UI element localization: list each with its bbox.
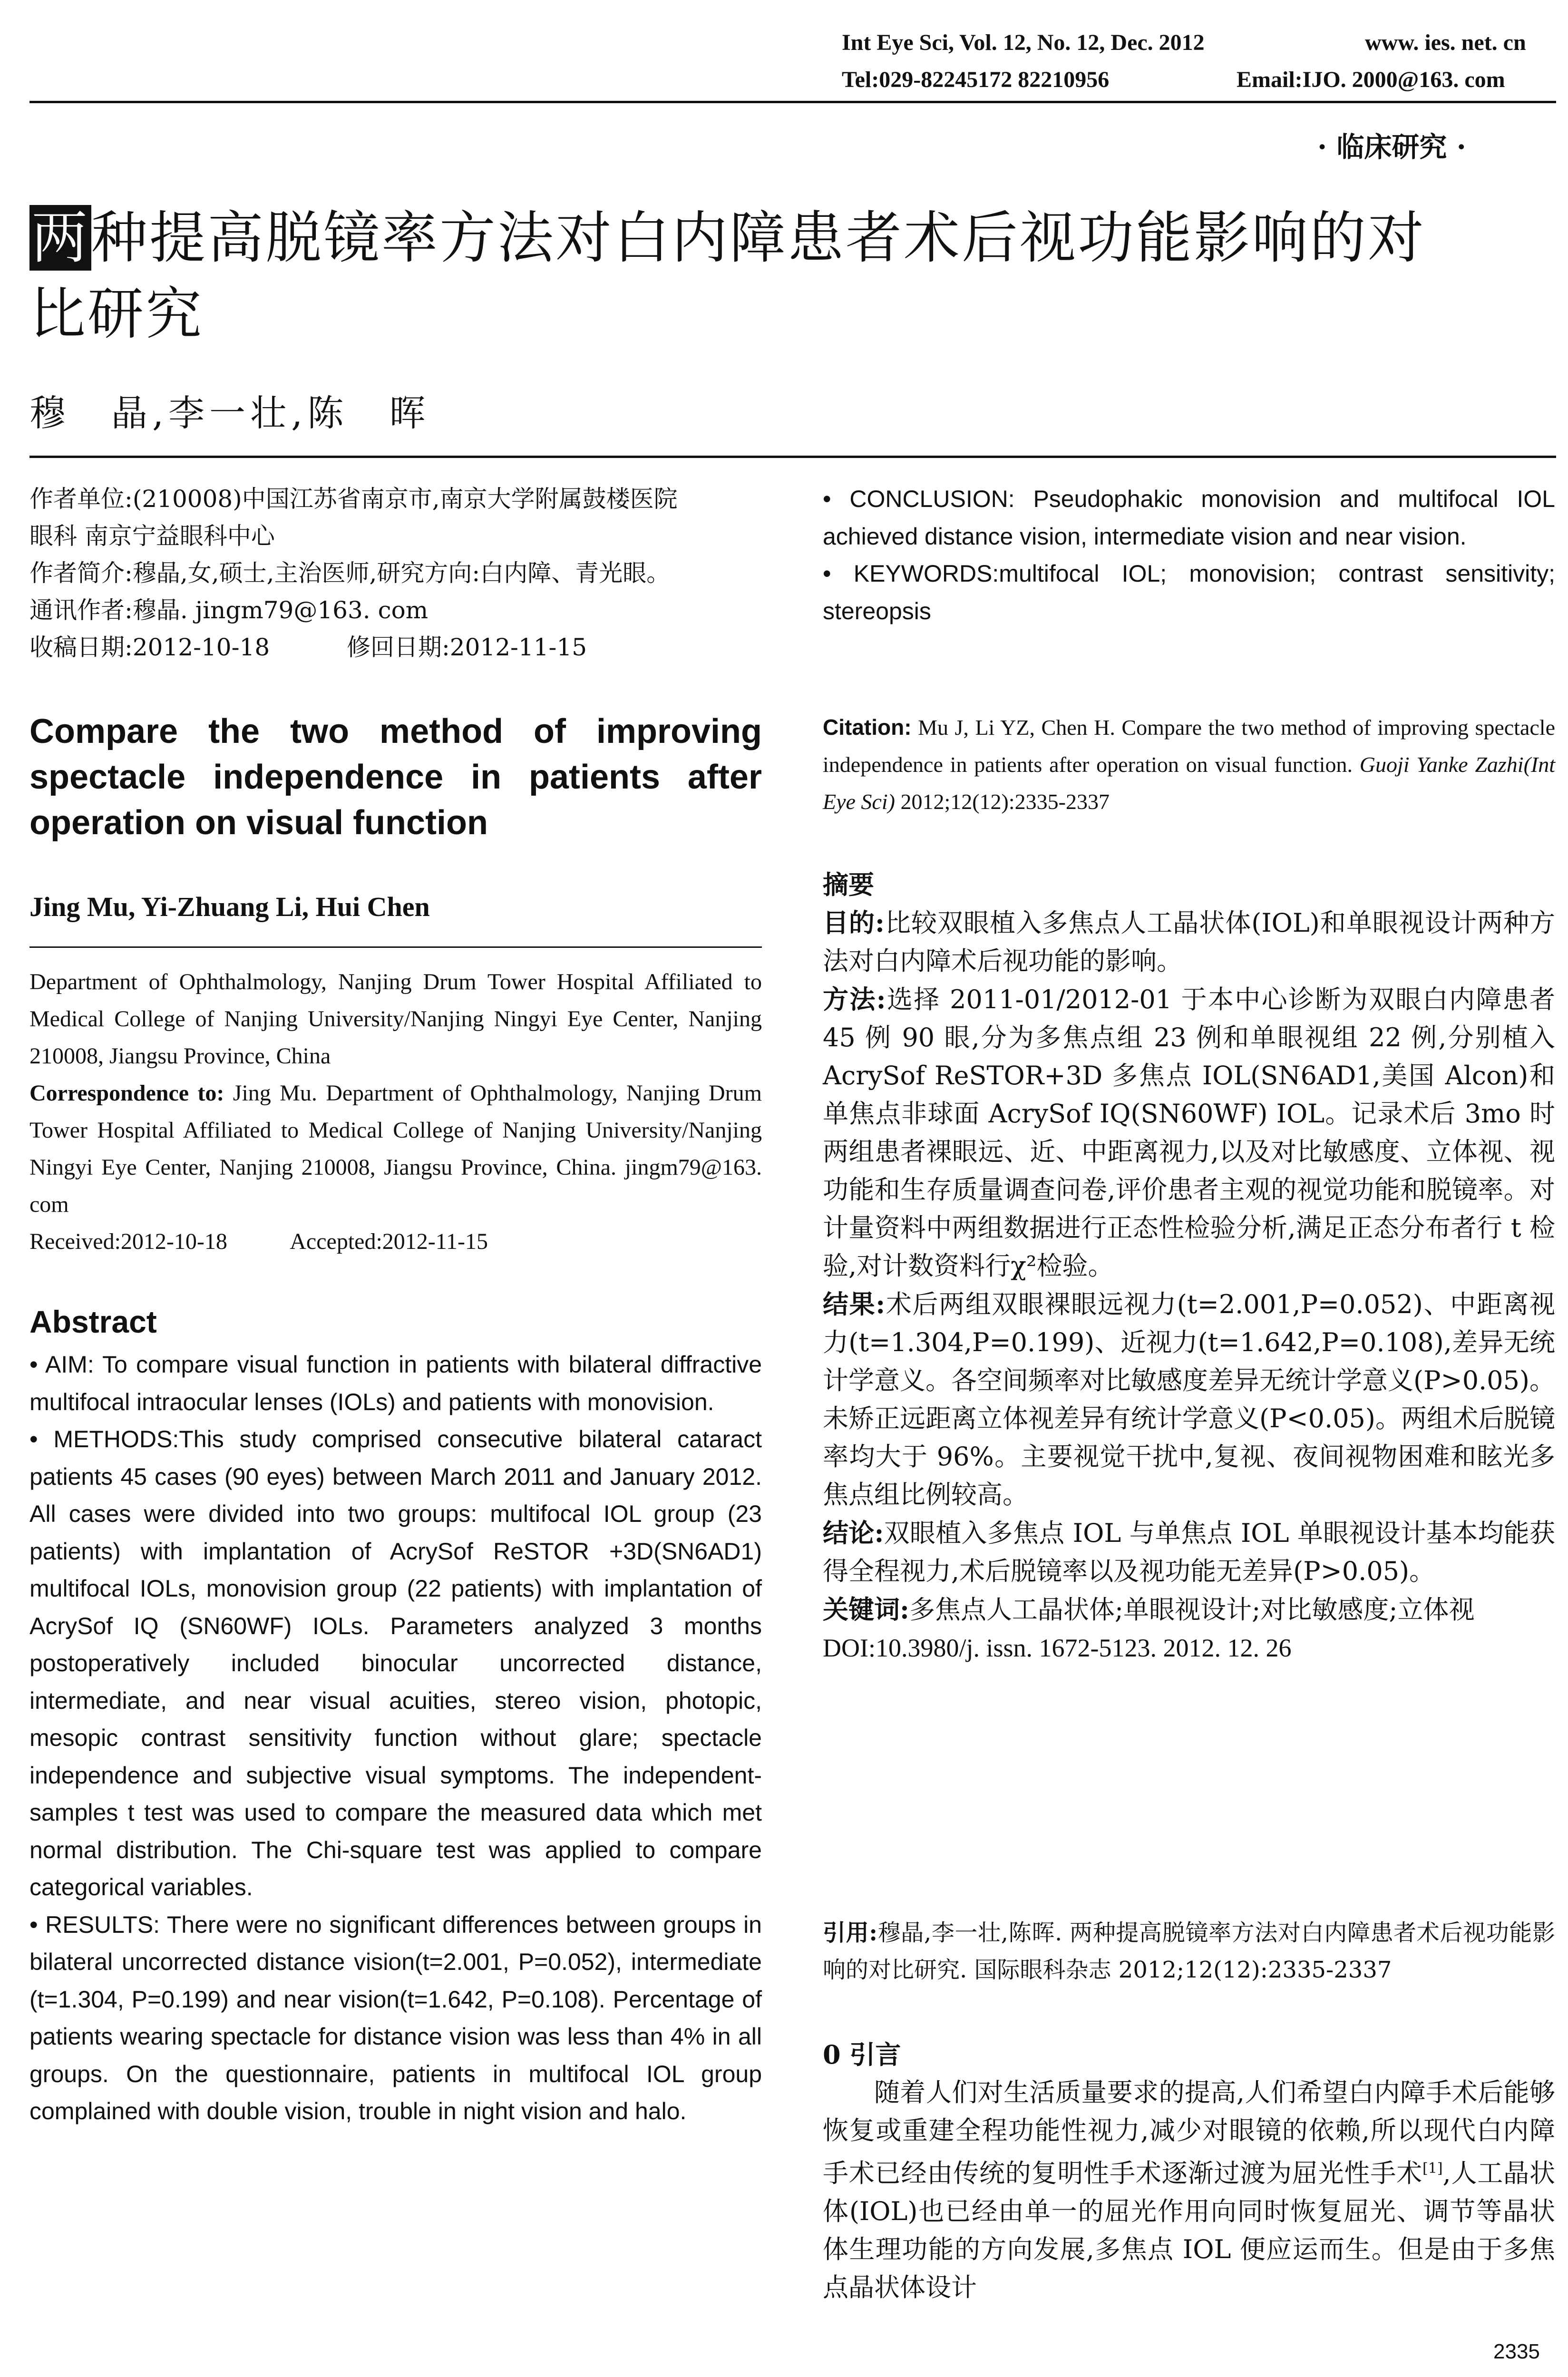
cn-methods-text: 选择 2011-01/2012-01 于本中心诊断为双眼白内障患者 45 例 90 眼,分为多焦点组 23 例和单眼视组 22 例,分别植入 AcrySof ReSTOR+3D 多焦点 IOL(SN6AD1,美国 Alcon)和单焦点非球面 AcrySof IQ(SN60WF) IOL。记录术后 3mo 时两组患者裸眼远、近、中距离视力,以及对比敏感度、立体视、视功能和生存质量调查问卷,评价患者主观的视觉功能和脱镜率。对计量资料中两组数据进行正态性检验分析,满足正态分布者行 t 检验,对计数资料行χ²检验。 <box>823 984 1556 1281</box>
citation-details: 2012;12(12):2335-2337 <box>900 789 1110 814</box>
intro-text-2: ,人工晶状体(IOL)也已经由单一的屈光作用向同时恢复屈光、调节等晶状体生理功能的方向发展,多焦点 IOL 便应运而生。但是由于多焦点晶状体设计 <box>823 2158 1556 2302</box>
intro-text: 随着人们对生活质量要求的提高,人们希望白内障手术后能够恢复或重建全程功能性视力,减少对眼镜的依赖,所以现代白内障手术已经由传统的复明性手术逐渐过渡为屈光性手术 <box>823 2077 1555 2188</box>
cn-keywords-text: 多焦点人工晶状体;单眼视设计;对比敏感度;立体视 <box>909 1595 1475 1625</box>
journal-tel: Tel:029-82245172 82210956 <box>842 67 1110 92</box>
conclusion-label: • CONCLUSION: <box>823 486 1015 512</box>
methods-label: • METHODS: <box>29 1426 179 1452</box>
cn-keywords-label: 关键词: <box>823 1594 909 1625</box>
journal-website[interactable]: www. ies. net. cn <box>1365 30 1526 55</box>
author-unit: 作者单位:(210008)中国江苏省南京市,南京大学附属鼓楼医院 <box>29 485 678 513</box>
cn-methods-label: 方法: <box>823 984 886 1014</box>
citation-label: Citation: <box>823 715 912 740</box>
abstract-body <box>29 1346 762 2130</box>
abstract-cn-heading: 摘要 <box>823 869 874 900</box>
keywords-label: • KEYWORDS: <box>823 560 999 587</box>
header-rule <box>29 101 1556 103</box>
author-bio: 作者简介:穆晶,女,硕士,主治医师,研究方向:白内障、青光眼。 <box>29 559 671 587</box>
author-unit-2: 眼科 南京宁益眼科中心 <box>29 522 275 550</box>
cn-results-label: 结果: <box>823 1289 886 1319</box>
cn-aim-label: 目的: <box>823 907 885 938</box>
results-label: • RESULTS: <box>29 1911 160 1938</box>
cn-aim-text: 比较双眼植入多焦点人工晶状体(IOL)和单眼视设计两种方法对白内障术后视功能的影响。 <box>823 908 1556 976</box>
received-date: 收稿日期:2012-10-18 <box>29 633 270 661</box>
correspondence-text: Jing Mu. Department of Ophthalmology, Nanjing Drum Tower Hospital Affiliated to Medical College of Nanjing University/Nanjing Ningyi Eye Center, Nanjing 210008, Jiangsu Province, China. jingm79@163. com <box>29 1081 762 1217</box>
title-first-char: 两 <box>29 205 91 271</box>
intro-heading: 0 引言 <box>823 2039 901 2070</box>
authors-rule <box>29 946 762 948</box>
corresponding-author: 通讯作者:穆晶. jingm79@163. com <box>29 596 429 624</box>
en-accepted: Accepted:2012-11-15 <box>290 1229 488 1254</box>
citation-cn-text: 穆晶,李一壮,陈晖. 两种提高脱镜率方法对白内障患者术后视功能影响的对比研究. 国际眼科杂志 2012;12(12):2335-2337 <box>823 1919 1555 1983</box>
journal-info: Int Eye Sci, Vol. 12, No. 12, Dec. 2012 <box>842 30 1205 55</box>
methods-text: This study comprised consecutive bilateral cataract patients 45 cases (90 eyes) between March 2011 and January 2012. All cases were divided into two groups: multifocal IOL group (23 patients) with implantation of AcrySof ReSTOR +3D(SN6AD1) multifocal IOLs, monovision group (22 patients) with implantation of AcrySof IQ (SN60WF) IOLs. Parameters analyzed 3 months postoperatively included binocular uncorrected distance, intermediate, and near visual acuities, stereo vision, photopic, mesopic contrast sensitivity function without glare; spectacle independence and subjective visual symptoms. The independent-samples t test was used to compare the measured data which met normal distribution. The Chi-square test was applied to compare categorical variables. <box>29 1426 762 1900</box>
dates-line <box>29 629 762 666</box>
revised-date: 修回日期:2012-11-15 <box>346 633 587 661</box>
article-title <box>29 200 1561 352</box>
citation-cn <box>823 1914 1555 1988</box>
author-info-block <box>29 480 762 666</box>
journal-email[interactable]: Email:IJO. 2000@163. com <box>1237 67 1505 92</box>
citation-journal: Guoji Yanke Zazhi(Int Eye Sci) <box>823 752 1555 814</box>
keywords-text: multifocal IOL; monovision; contrast sensitivity; stereopsis <box>823 560 1555 624</box>
page-number: 2335 <box>1493 2340 1540 2363</box>
english-authors: Jing Mu, Yi-Zhuang Li, Hui Chen <box>29 891 430 922</box>
citation-cn-label: 引用: <box>823 1919 878 1946</box>
abstract-continued <box>823 480 1555 630</box>
department: Department of Ophthalmology, Nanjing Drum Tower Hospital Affiliated to Medical College of Nanjing University/Nanjing Ningyi Eye Center, Nanjing 210008, Jiangsu Province, China <box>29 969 762 1069</box>
results-text: There were no significant differences between groups in bilateral uncorrected distance vision(t=2.001, P=0.052), intermediate (t=1.304, P=0.199) and near vision(t=1.642, P=0.108). Percentage of patients wearing spectacle for distance vision was less than 4% in all groups. On the questionnaire, patients in multifocal IOL group complained with double vision, trouble in night vision and halo. <box>29 1911 762 2124</box>
cn-conclusion-label: 结论: <box>823 1518 884 1548</box>
affiliation-block <box>29 964 762 1260</box>
title-line1: 种提高脱镜率方法对白内障患者术后视功能影响的对 <box>91 205 1426 271</box>
doi[interactable]: DOI:10.3980/j. issn. 1672-5123. 2012. 12. 26 <box>823 1634 1292 1662</box>
citation-en <box>823 709 1555 820</box>
section-tag: · 临床研究 · <box>1317 131 1466 163</box>
citation-text: Mu J, Li YZ, Chen H. Compare the two method of improving spectacle independence in patients after operation on visual function. <box>823 715 1555 777</box>
english-title: Compare the two method of improving spectacle independence in patients after operation on visual function <box>29 712 762 842</box>
en-received: Received:2012-10-18 <box>29 1229 227 1254</box>
cn-conclusion-text: 双眼植入多焦点 IOL 与单焦点 IOL 单眼视设计基本均能获得全程视力,术后脱镜率以及视功能无差异(P>0.05)。 <box>823 1518 1555 1586</box>
abstract-heading: Abstract <box>29 1304 157 1339</box>
aim-text: To compare visual function in patients with bilateral diffractive multifocal intraocular lenses (IOLs) and patients with monovision. <box>29 1351 762 1415</box>
cn-results-text: 术后两组双眼裸眼远视力(t=2.001,P=0.052)、中距离视力(t=1.304,P=0.199)、近视力(t=1.642,P=0.108),差异无统计学意义。各空间频率对比敏感度差异无统计学意义(P>0.05)。未矫正远距离立体视差异有统计学意义(P<0.05)。两组术后脱镜率均大于 96%。主要视觉干扰中,复视、夜间视物困难和眩光多焦点组比例较高。 <box>823 1289 1555 1510</box>
authors-cn: 穆 晶,李一壮,陈 晖 <box>29 392 430 434</box>
title-rule <box>29 456 1556 458</box>
conclusion-text: Pseudophakic monovision and multifocal IOL achieved distance vision, intermediate vision and near vision. <box>823 486 1555 550</box>
aim-label: • AIM: <box>29 1351 94 1378</box>
correspondence-label: Correspondence to: <box>29 1081 224 1106</box>
title-line2: 比研究 <box>29 281 204 347</box>
en-dates <box>29 1223 762 1260</box>
abstract-cn <box>823 866 1555 1667</box>
intro-ref[interactable]: [1] <box>1422 2160 1443 2177</box>
introduction <box>823 2036 1555 2307</box>
